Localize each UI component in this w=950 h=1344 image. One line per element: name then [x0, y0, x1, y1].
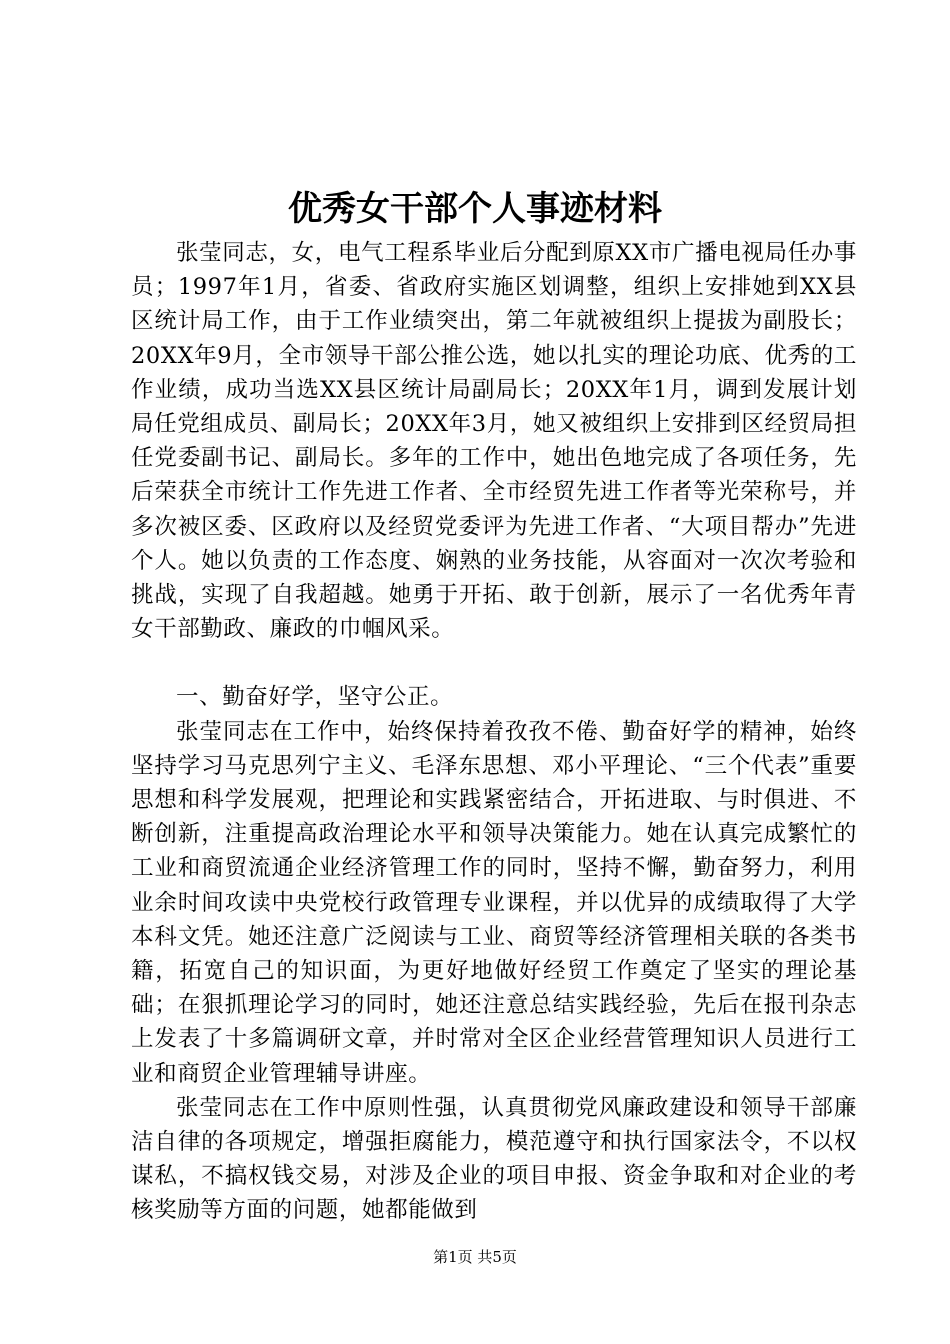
section-paragraph: 张莹同志在工作中原则性强，认真贯彻党风廉政建设和领导干部廉洁自律的各项规定，增强拒腐能力，模范遵守和执行国家法令，不以权谋私，不搞权钱交易，对涉及企业的项目申报、资金争取和对企业的考核奖励等方面的问题，她都能做到 [131, 1094, 857, 1224]
section-paragraph: 张莹同志在工作中，始终保持着孜孜不倦、勤奋好学的精神，始终坚持学习马克思列宁主义、毛泽东思想、邓小平理论、“三个代表”重要思想和科学发展观，把理论和实践紧密结合，开拓进取、与时俱进、不断创新，注重提高政治理论水平和领导决策能力。她在认真完成繁忙的工业和商贸流通企业经济管理工作的同时，坚持不懈，勤奋努力，利用业余时间攻读中央党校行政管理专业课程，并以优异的成绩取得了大学本科文凭。她还注意广泛阅读与工业、商贸等经济管理相关联的各类书籍，拓宽自己的知识面，为更好地做好经贸工作奠定了坚实的理论基础；在狠抓理论学习的同时，她还注意总结实践经验，先后在报刊杂志上发表了十多篇调研文章，并时常对全区企业经营管理知识人员进行工业和商贸企业管理辅导讲座。 [131, 718, 857, 1087]
page-footer: 第1页 共5页 [433, 1248, 517, 1266]
intro-paragraph: 张莹同志，女，电气工程系毕业后分配到原XX市广播电视局任办事员；1997年1月，省委、省政府实施区划调整，组织上安排她到XX县区统计局工作，由于工作业绩突出，第二年就被组织上提拔为副股长；20XX年9月，全市领导干部公推公选，她以扎实的理论功底、优秀的工作业绩，成功当选XX县区统计局副局长；20XX年1月，调到发展计划局任党组成员、副局长；20XX年3月，她又被组织上安排到区经贸局担任党委副书记、副局长。多年的工作中，她出色地完成了各项任务，先后荣获全市统计工作先进工作者、全市经贸先进工作者等光荣称号，并多次被区委、区政府以及经贸党委评为先进工作者、“大项目帮办”先进个人。她以负责的工作态度、娴熟的业务技能，从容面对一次次考验和挑战，实现了自我超越。她勇于开拓、敢于创新，展示了一名优秀年青女干部勤政、廉政的巾帼风采。 [131, 240, 857, 643]
document-title: 优秀女干部个人事迹材料 [288, 189, 662, 229]
document-body [131, 236, 857, 1228]
section-heading: 一、勤奋好学，坚守公正。 [176, 684, 454, 711]
